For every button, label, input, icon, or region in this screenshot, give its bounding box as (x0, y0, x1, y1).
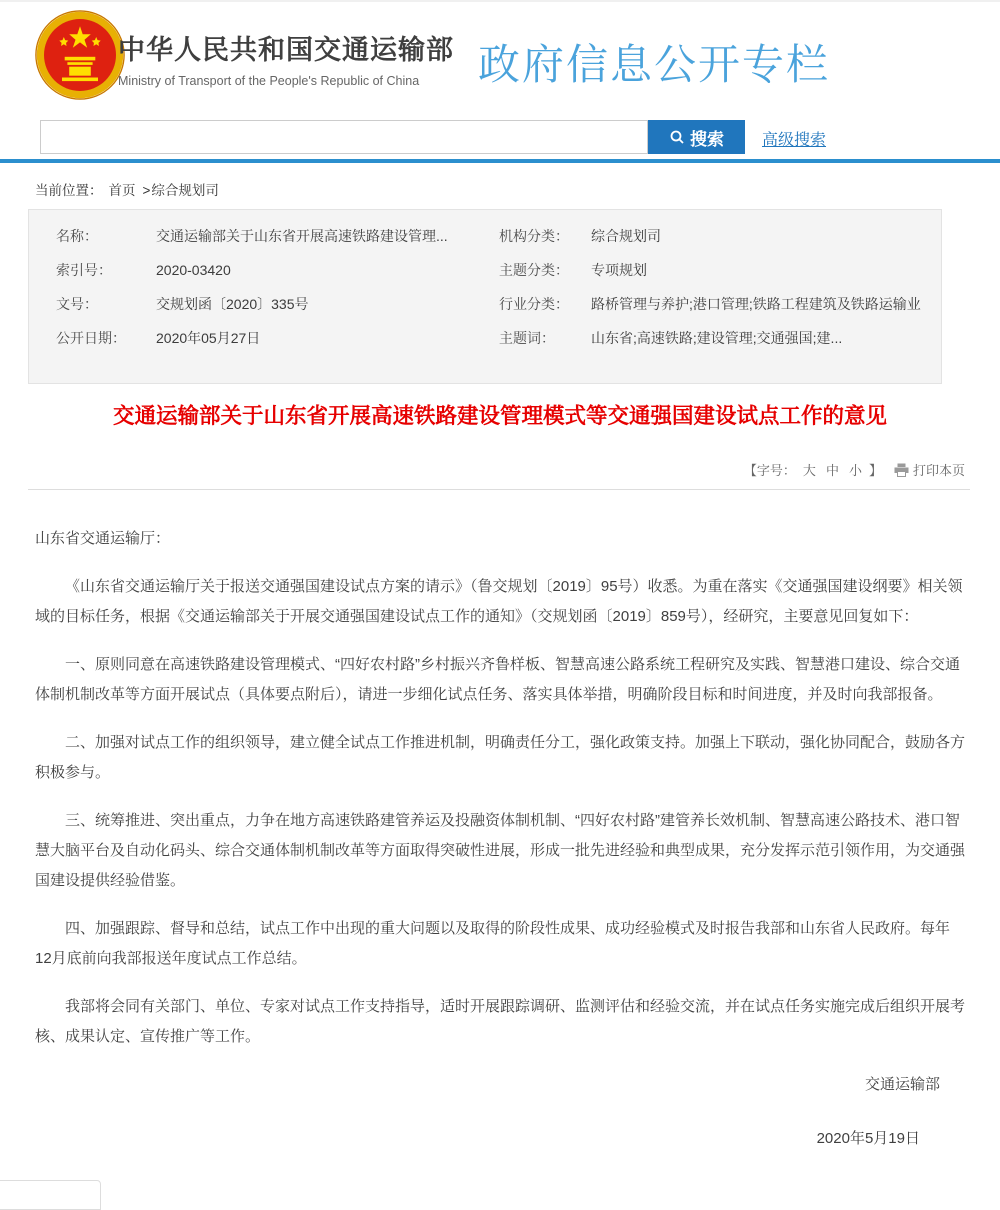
bottom-left-widget[interactable] (0, 1180, 101, 1210)
metadata-right-column (499, 226, 924, 362)
meta-row-topic (499, 260, 924, 280)
meta-label: 行业分类： (499, 296, 569, 312)
article-tools (744, 460, 965, 479)
header-divider-bar (0, 159, 1000, 163)
title-divider (28, 489, 970, 490)
fontsize-large-button[interactable]: 大 (802, 463, 816, 478)
meta-value: 2020-03420 (156, 262, 231, 278)
fontsize-small-button[interactable]: 小 (848, 463, 862, 478)
meta-label: 公开日期： (56, 330, 126, 346)
paragraph: 一、原则同意在高速铁路建设管理模式、“四好农村路”乡村振兴齐鲁样板、智慧高速公路系统工程研究及实践、智慧港口建设、综合交通体制机制改革等方面开展试点（具体要点附后），请进一步细化试点任务、落实具体举措，明确阶段目标和时间进度，并及时向我部报备。 (35, 656, 960, 703)
meta-value: 综合规划司 (591, 228, 661, 244)
paragraph: 四、加强跟踪、督导和总结，试点工作中出现的重大问题以及取得的阶段性成果、成功经验模式及时报告我部和山东省人民政府。每年12月底前向我部报送年度试点工作总结。 (35, 920, 951, 967)
meta-label: 主题词： (499, 330, 555, 346)
metadata-left-column (56, 226, 476, 362)
site-header (0, 2, 1000, 112)
meta-value: 2020年05月27日 (156, 330, 261, 346)
printer-icon (894, 463, 909, 477)
meta-row-docnum (56, 294, 476, 314)
signature-date: 2020年5月19日 (816, 1130, 920, 1147)
meta-label: 机构分类： (499, 228, 569, 244)
search-icon (669, 129, 685, 145)
fontsize-label-close: 】 (868, 463, 882, 478)
meta-label: 文号： (56, 296, 98, 312)
search-input[interactable] (40, 120, 648, 154)
breadcrumb-prefix: 当前位置： (35, 183, 103, 198)
search-button-label: 搜索 (690, 129, 724, 149)
breadcrumb-home-link[interactable]: 首页 (108, 183, 136, 198)
print-page-button[interactable] (894, 460, 965, 479)
site-title-en: Ministry of Transport of the People's Republic of China (118, 74, 420, 88)
document-body (35, 524, 965, 1172)
meta-value: 山东省;高速铁路;建设管理;交通强国;建... (591, 330, 843, 346)
search-button[interactable] (648, 120, 745, 154)
meta-value: 专项规划 (591, 262, 647, 278)
breadcrumb (35, 179, 219, 199)
meta-value: 路桥管理与养护;港口管理;铁路工程建筑及铁路运输业 (591, 296, 921, 312)
meta-row-pubdate (56, 328, 476, 348)
salutation: 山东省交通运输厅： (35, 530, 171, 547)
article-title: 交通运输部关于山东省开展高速铁路建设管理模式等交通强国建设试点工作的意见 (112, 404, 887, 428)
paragraph: 《山东省交通运输厅关于报送交通强国建设试点方案的请示》（鲁交规划〔2019〕95号）收悉。为重在落实《交通强国建设纲要》相关领域的目标任务，根据《交通运输部关于开展交通强国建设试点工作的通知》（交规划函〔2019〕859号），经研究，主要意见回复如下： (35, 578, 963, 625)
meta-row-keywords (499, 328, 924, 348)
advanced-search-link[interactable]: 高级搜索 (762, 132, 827, 149)
fontsize-medium-button[interactable]: 中 (825, 463, 839, 478)
meta-row-index (56, 260, 476, 280)
fontsize-label-open: 【字号： (743, 463, 796, 478)
meta-row-org (499, 226, 924, 246)
meta-label: 名称： (56, 228, 98, 244)
gov-info-banner-title: 政府信息公开专栏 (478, 41, 831, 88)
meta-value: 交规划函〔2020〕335号 (156, 296, 309, 312)
document-metadata-panel (28, 209, 942, 384)
signature: 交通运输部 (864, 1076, 940, 1093)
meta-row-industry (499, 294, 924, 314)
breadcrumb-section-link[interactable]: 综合规划司 (151, 183, 219, 198)
meta-value: 交通运输部关于山东省开展高速铁路建设管理... (156, 228, 448, 244)
paragraph: 我部将会同有关部门、单位、专家对试点工作支持指导，适时开展跟踪调研、监测评估和经验交流，并在试点任务实施完成后组织开展考核、成果认定、宣传推广等工作。 (35, 998, 966, 1045)
site-title-cn: 中华人民共和国交通运输部 (118, 35, 454, 65)
national-emblem-icon (35, 10, 125, 100)
paragraph: 二、加强对试点工作的组织领导，建立健全试点工作推进机制，明确责任分工，强化政策支持。加强上下联动，强化协同配合，鼓励各方积极参与。 (35, 734, 966, 781)
paragraph: 三、统筹推进、突出重点，力争在地方高速铁路建管养运及投融资体制机制、“四好农村路”建管养长效机制、智慧高速公路技术、港口智慧大脑平台及自动化码头、综合交通体制机制改革等方面取得突破性进展，形成一批先进经验和典型成果，充分发挥示范引领作用，为交通强国建设提供经验借鉴。 (35, 812, 966, 889)
meta-label: 主题分类： (499, 262, 569, 278)
print-page-label: 打印本页 (912, 463, 965, 478)
meta-label: 索引号： (56, 262, 112, 278)
site-title-block (118, 28, 454, 88)
breadcrumb-separator: > (142, 183, 151, 198)
meta-row-name (56, 226, 476, 246)
